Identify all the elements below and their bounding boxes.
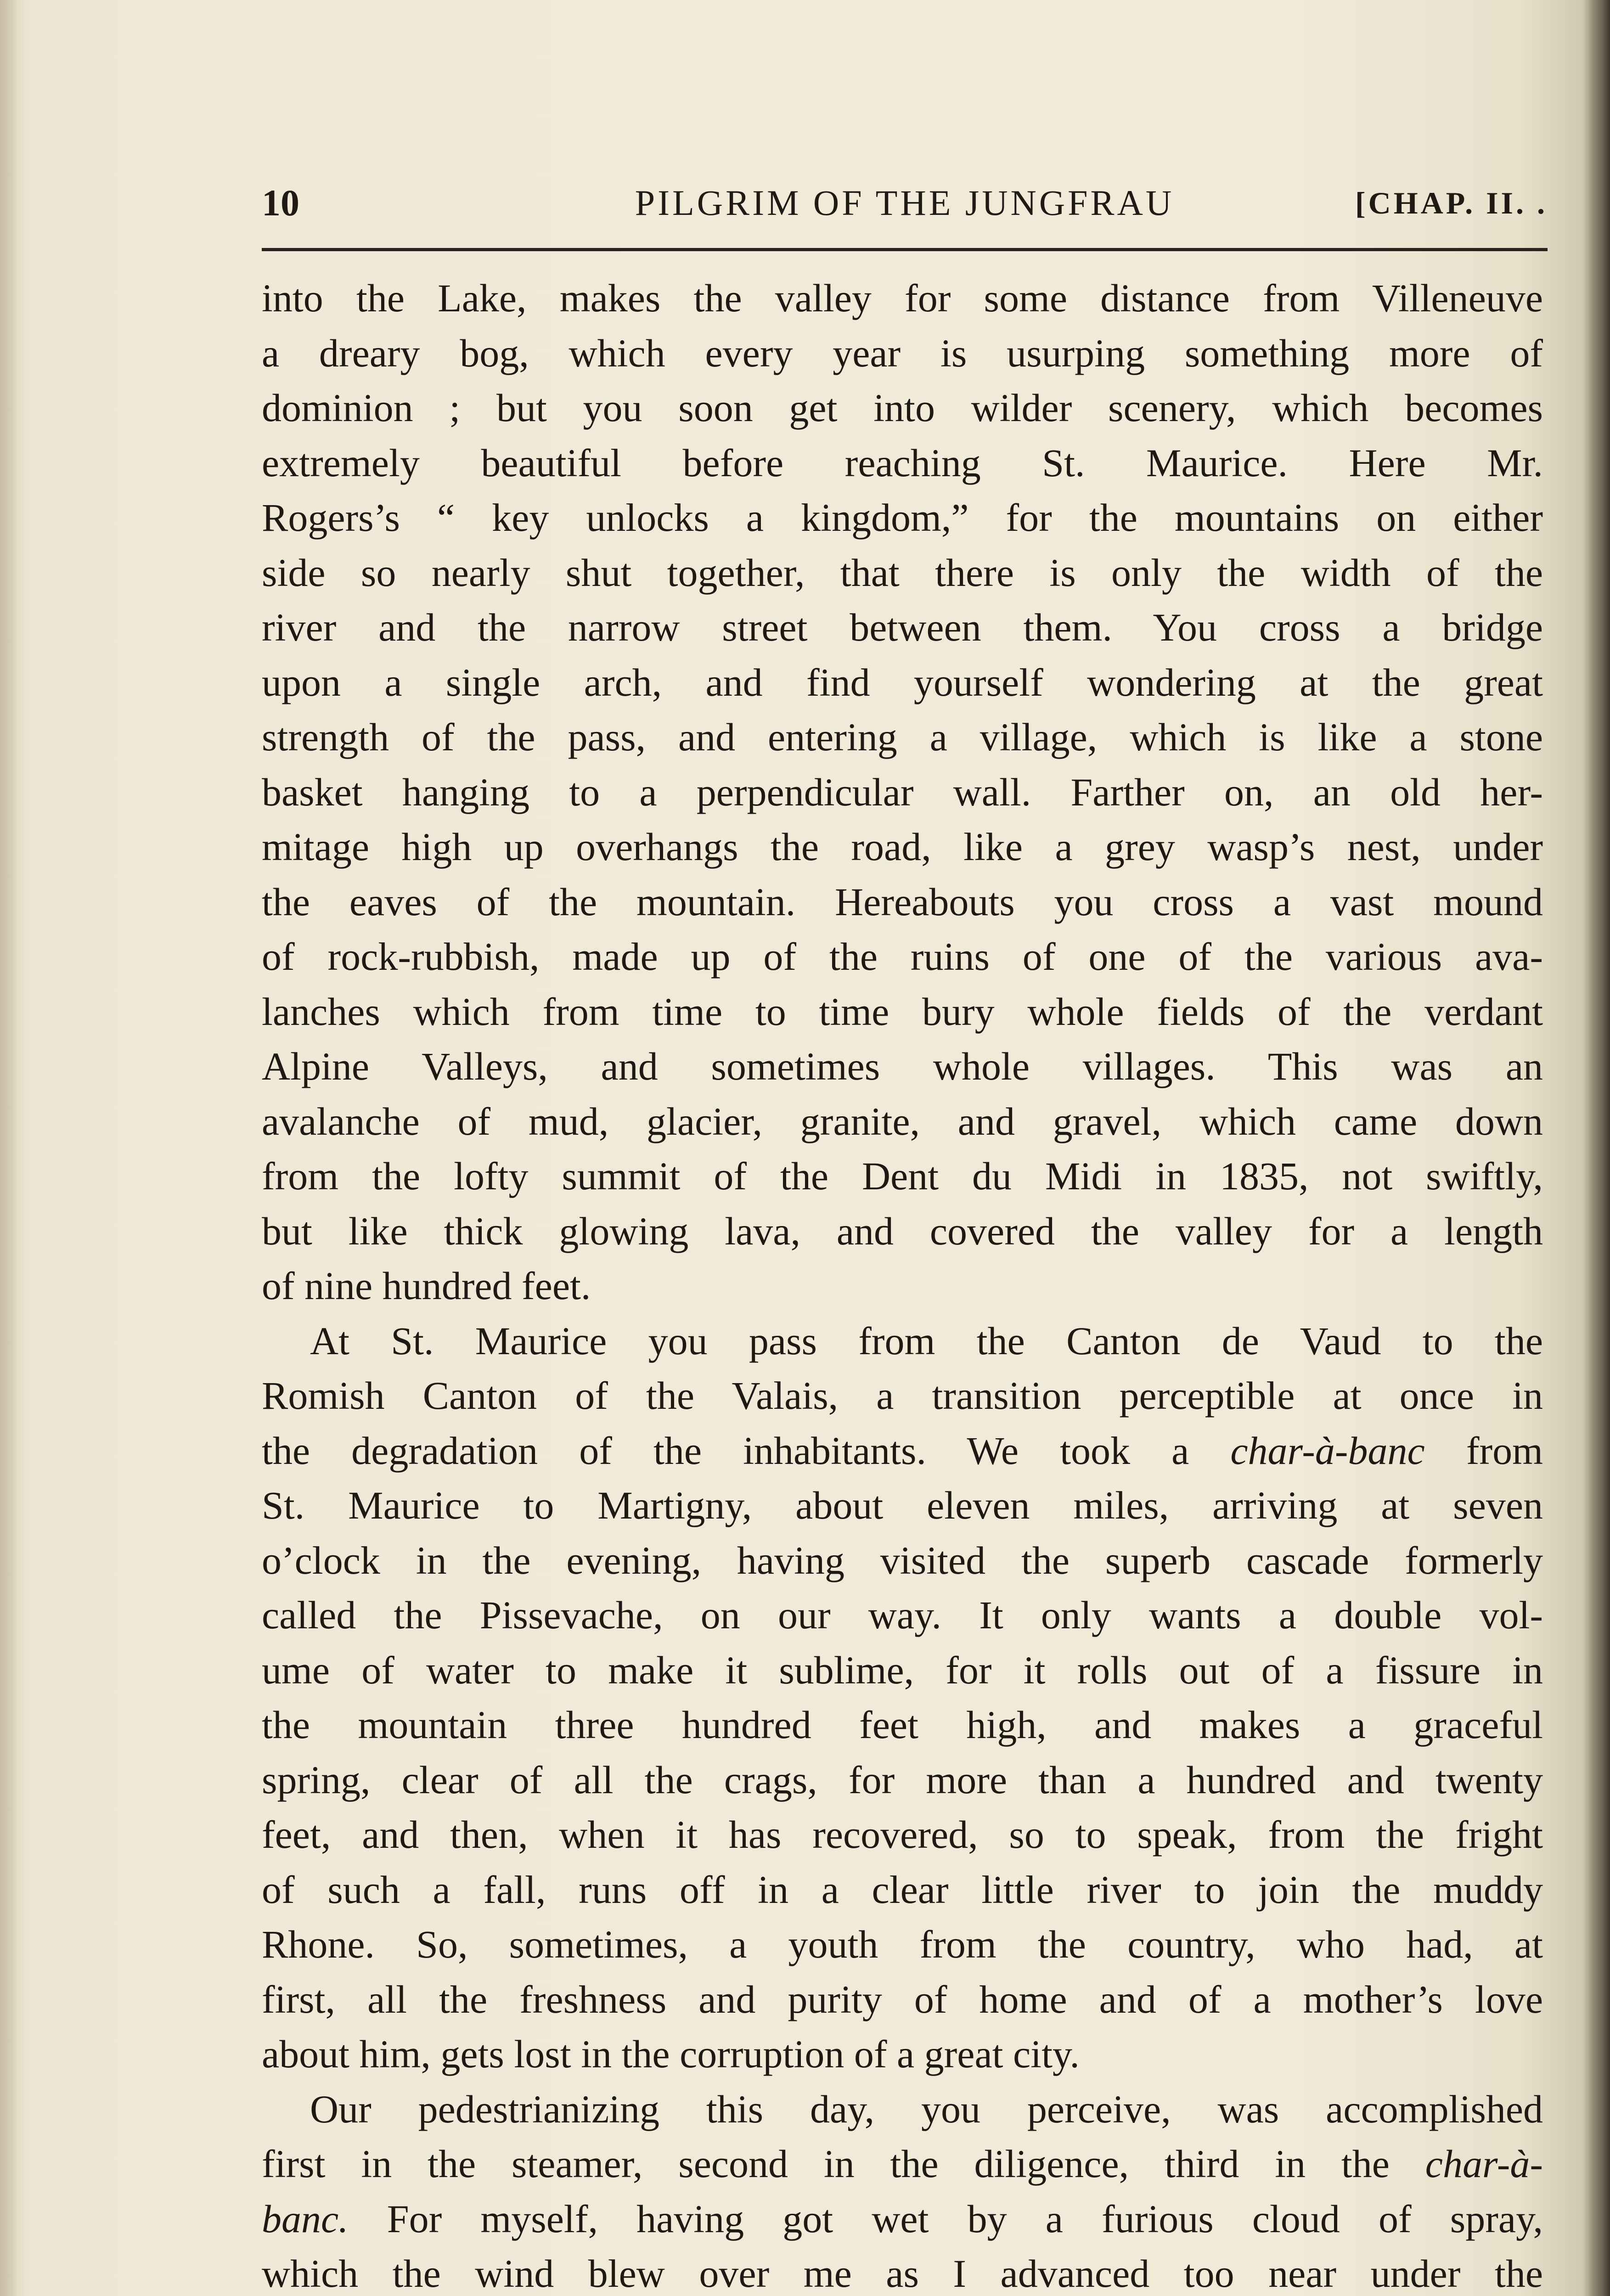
text-line: feet, and then, when it has recovered, so to speak, from the fright [262,1812,1543,1857]
text-line [262,2192,1543,2247]
text-line: of rock-rubbish, made up of the ruins of one of the various ava- [262,934,1543,979]
text-line: of nine hundred feet. [262,1264,591,1308]
text-line: mitage high up overhangs the road, like a grey wasp’s nest, under [262,825,1543,869]
text-line: which the wind blew over me as I advanced too near under the [262,2251,1543,2296]
running-head: PILGRIM OF THE JUNGFRAU [635,183,1175,223]
text-line: the eaves of the mountain. Hereabouts you cross a vast mound [262,879,1543,924]
text-line: about him, gets lost in the corruption of a great city. [262,2032,1080,2076]
text-segment: first in the steamer, second in the diligence, third in the [262,2142,1425,2186]
page-number: 10 [262,182,299,224]
text-segment: from [1424,1428,1543,1473]
text-line [262,2137,1543,2192]
body-text [262,271,1543,2296]
text-line: basket hanging to a perpendicular wall. Farther on, an old her- [262,770,1543,814]
text-line: river and the narrow street between them. You cross a bridge [262,605,1543,649]
text-line: lanches which from time to time bury whole fields of the verdant [262,989,1543,1034]
text-line: but like thick glowing lava, and covered the valley for a length [262,1209,1543,1253]
text-line: spring, clear of all the crags, for more than a hundred and twenty [262,1757,1543,1802]
text-line: called the Pissevache, on our way. It only wants a double vol- [262,1593,1543,1637]
text-line: St. Maurice to Martigny, about eleven miles, arriving at seven [262,1483,1543,1527]
page-edge [1582,0,1610,2296]
text-line: avalanche of mud, glacier, granite, and gravel, which came down [262,1099,1543,1143]
text-line: Our pedestrianizing this day, you perceive, was accomplished [310,2087,1543,2131]
italic-term: char-à- [1425,2142,1543,2186]
text-line: of such a fall, runs off in a clear little river to join the muddy [262,1867,1543,1912]
header-rule [262,248,1548,251]
page-gutter-shadow [0,0,18,2296]
text-line: o’clock in the evening, having visited the superb cascade formerly [262,1538,1543,1582]
text-line: a dreary bog, which every year is usurping something more of [262,331,1543,375]
italic-term: char-à-banc [1230,1428,1425,1473]
text-line: Rhone. So, sometimes, a youth from the country, who had, at [262,1922,1543,1966]
text-line: side so nearly shut together, that there is only the width of the [262,550,1543,595]
text-line: Rogers’s “ key unlocks a kingdom,” for the mountains on either [262,495,1543,540]
text-line: dominion ; but you soon get into wilder scenery, which becomes [262,386,1543,430]
chapter-reference: [CHAP. II. . [1355,186,1548,220]
text-line: strength of the pass, and entering a village, which is like a stone [262,715,1543,759]
italic-term: banc. [262,2196,349,2241]
text-line: At St. Maurice you pass from the Canton de Vaud to the [310,1318,1543,1363]
text-segment: For myself, having got wet by a furious cloud of spray, [348,2196,1543,2241]
text-line: ume of water to make it sublime, for it rolls out of a fissure in [262,1648,1543,1692]
page-header [262,180,1548,235]
text-line [262,1424,1543,1479]
text-line: into the Lake, makes the valley for some distance from Villeneuve [262,276,1543,320]
text-line: extremely beautiful before reaching St. Maurice. Here Mr. [262,440,1543,485]
text-line: Romish Canton of the Valais, a transition perceptible at once in [262,1373,1543,1418]
text-line: upon a single arch, and find yourself wondering at the great [262,660,1543,704]
text-line: the mountain three hundred feet high, and makes a graceful [262,1703,1543,1747]
text-segment: the degradation of the inhabitants. We took a [262,1428,1231,1473]
text-line: first, all the freshness and purity of home and of a mother’s love [262,1977,1543,2021]
text-line: Alpine Valleys, and sometimes whole villages. This was an [262,1044,1543,1088]
text-line: from the lofty summit of the Dent du Midi in 1835, not swiftly, [262,1154,1543,1198]
